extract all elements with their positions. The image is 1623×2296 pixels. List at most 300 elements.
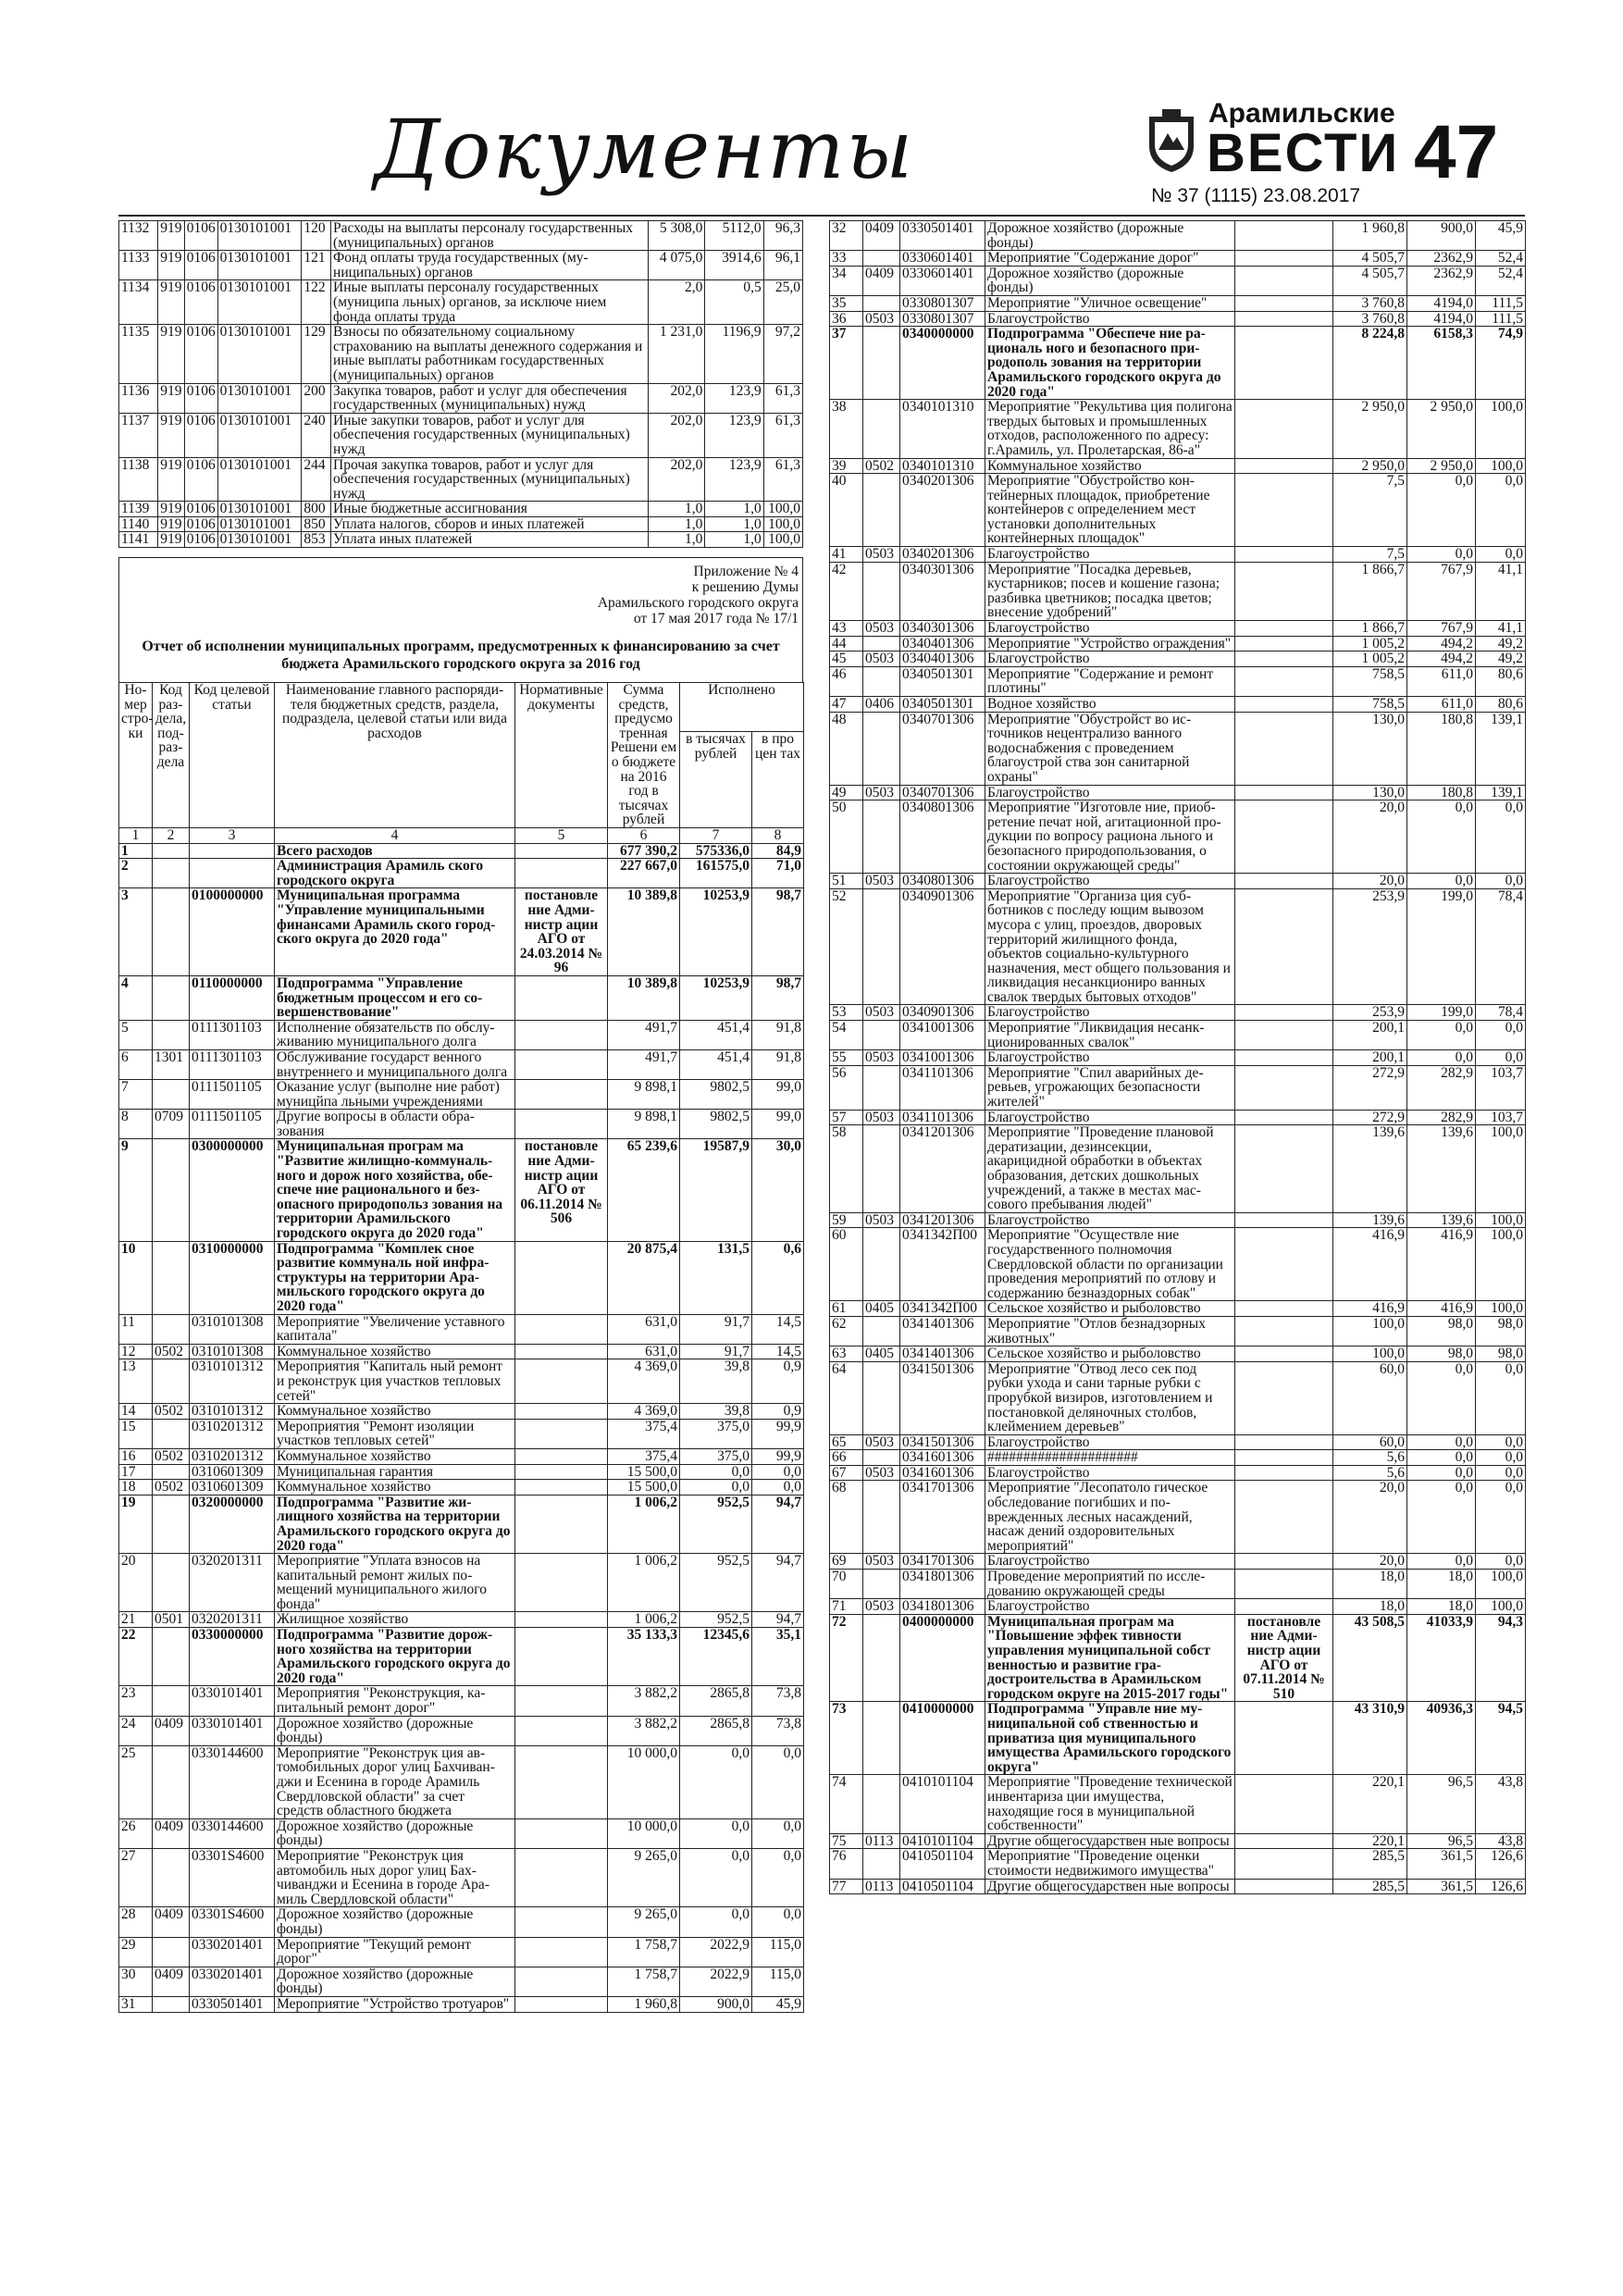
executed-amount: 2 950,0: [1407, 458, 1476, 474]
target-code: 0130101001: [217, 457, 302, 502]
col-number: 2: [153, 828, 190, 844]
target-code: 0330801307: [900, 311, 985, 327]
kind-code: 244: [302, 457, 331, 502]
kind-code: 120: [302, 221, 331, 251]
target-code: 0340801306: [900, 800, 985, 874]
col-header-target: Код целевой статьи: [190, 683, 275, 828]
row-number: 17: [119, 1464, 153, 1480]
section-code: [153, 1848, 190, 1906]
executed-amount: 96,5: [1407, 1775, 1476, 1833]
executed-percent: 52,4: [1476, 266, 1526, 295]
item-name: Дорожное хозяйство (дорожные фонды): [275, 1818, 515, 1848]
item-name: Сельское хозяйство и рыболовство: [985, 1301, 1235, 1317]
section-code: 0503: [863, 785, 900, 800]
normative-doc: [515, 1020, 608, 1049]
executed-amount: 0,0: [1407, 800, 1476, 874]
section-code: [153, 888, 190, 976]
executed-percent: 78,4: [1476, 1005, 1526, 1021]
section-code: 0709: [153, 1110, 190, 1139]
row-number: 76: [830, 1849, 863, 1879]
planned-amount: 2 950,0: [1333, 400, 1407, 458]
item-name: Благоустройство: [985, 1465, 1235, 1481]
executed-percent: 0,0: [1476, 547, 1526, 563]
page-number: 47: [1414, 110, 1499, 194]
target-code: 0341201306: [900, 1125, 985, 1213]
table-row: [830, 547, 1526, 563]
target-code: 0340401306: [900, 636, 985, 652]
item-name: Мероприятие "Уплата взносов на капитальный ремонт жилых помещений муниципального жилого фонда": [275, 1554, 515, 1612]
section-code: [863, 1450, 900, 1466]
table-row: [119, 280, 803, 325]
normative-doc: [1235, 458, 1333, 474]
gr-code: 919: [158, 280, 185, 325]
section-code: [153, 1937, 190, 1967]
table-row: [119, 1907, 804, 1937]
normative-doc: [515, 1110, 608, 1139]
section-code: [153, 1359, 190, 1404]
target-code: [190, 859, 275, 888]
executed-percent: 0,0: [1476, 1434, 1526, 1450]
row-number: 61: [830, 1301, 863, 1317]
section-code: 0503: [863, 547, 900, 563]
target-code: 0341401306: [900, 1347, 985, 1362]
planned-amount: 220,1: [1333, 1833, 1407, 1849]
table-row: [830, 1065, 1526, 1110]
gr-code: 919: [158, 532, 185, 548]
target-code: 0340501301: [900, 697, 985, 713]
executed-amount: 139,6: [1407, 1212, 1476, 1228]
executed-amount: 4194,0: [1407, 311, 1476, 327]
row-number: 13: [119, 1359, 153, 1404]
table-row: [830, 1050, 1526, 1066]
executed-percent: 100,0: [1476, 1301, 1526, 1317]
planned-amount: 9 898,1: [608, 1110, 680, 1139]
col-number: 3: [190, 828, 275, 844]
executed-percent: 14,5: [752, 1344, 804, 1359]
normative-doc: [1235, 1554, 1333, 1570]
executed-percent: 43,8: [1476, 1775, 1526, 1833]
target-code: 0340901306: [900, 888, 985, 1005]
planned-amount: 491,7: [608, 1020, 680, 1049]
planned-amount: 35 133,3: [608, 1628, 680, 1686]
executed-amount: 0,0: [1407, 1021, 1476, 1050]
target-code: 0410501104: [900, 1849, 985, 1879]
row-number: 52: [830, 888, 863, 1005]
executed-percent: 99,9: [752, 1448, 804, 1464]
row-number: 9: [119, 1139, 153, 1241]
executed-amount: 0,0: [1407, 1434, 1476, 1450]
section-code: [153, 1686, 190, 1716]
section-code: 0106: [184, 221, 217, 251]
executed-amount: 0,0: [680, 1745, 752, 1818]
target-code: 0341701306: [900, 1481, 985, 1554]
planned-amount: 758,5: [1333, 666, 1407, 696]
table-row: [830, 1021, 1526, 1050]
planned-amount: 285,5: [1333, 1879, 1407, 1894]
planned-amount: 1,0: [649, 502, 705, 517]
table-row: [830, 1599, 1526, 1615]
executed-amount: 416,9: [1407, 1228, 1476, 1301]
executed-percent: 98,7: [752, 975, 804, 1020]
col-header-executed-pct: в про цен тах: [752, 732, 804, 828]
table-row: [119, 383, 803, 413]
item-name: Мероприятия "Ремонт изоляции участков тепловых сетей": [275, 1419, 515, 1448]
row-number: 36: [830, 311, 863, 327]
target-code: 0310101308: [190, 1314, 275, 1344]
item-name: Коммунальное хозяйство: [275, 1448, 515, 1464]
table-row: [830, 1849, 1526, 1879]
expense-name: Иные бюджетные ассигнования: [331, 502, 649, 517]
executed-amount: 2022,9: [680, 1967, 752, 1996]
normative-doc: [1235, 1879, 1333, 1894]
normative-doc: [1235, 1228, 1333, 1301]
section-code: 0503: [863, 1434, 900, 1450]
row-number: 15: [119, 1419, 153, 1448]
normative-doc: [515, 1628, 608, 1686]
table-row: [119, 1495, 804, 1553]
table-row: [119, 1139, 804, 1241]
logo-small-text: Арамильские: [1208, 98, 1395, 129]
item-name: Мероприятия "Реконструкция, капитальный ремонт дорог": [275, 1686, 515, 1716]
kind-code: 129: [302, 325, 331, 383]
table-row: [830, 636, 1526, 652]
section-code: 0406: [863, 697, 900, 713]
gr-code: 919: [158, 221, 185, 251]
item-name: Администрация Арамиль ского городского округа: [275, 859, 515, 888]
executed-amount: 6158,3: [1407, 327, 1476, 400]
row-number: 65: [830, 1434, 863, 1450]
right-column: [829, 220, 1525, 1894]
table-row: [830, 327, 1526, 400]
item-name: Сельское хозяйство и рыболовство: [985, 1347, 1235, 1362]
row-number: 39: [830, 458, 863, 474]
section-code: 0409: [863, 266, 900, 295]
section-code: [863, 1361, 900, 1434]
section-code: 0503: [863, 311, 900, 327]
section-code: [153, 1464, 190, 1480]
executed-percent: 84,9: [752, 843, 804, 859]
executed-percent: 49,2: [1476, 636, 1526, 652]
planned-amount: 375,4: [608, 1419, 680, 1448]
normative-doc: [1235, 1347, 1333, 1362]
target-code: 0111501105: [190, 1110, 275, 1139]
row-number: 24: [119, 1716, 153, 1745]
executed-percent: 80,6: [1476, 697, 1526, 713]
gr-code: 919: [158, 383, 185, 413]
planned-amount: 7,5: [1333, 547, 1407, 563]
expense-name: Фонд оплаты труда государственных (муниципальных) органов: [331, 251, 649, 280]
section-code: 0502: [153, 1344, 190, 1359]
target-code: 0341101306: [900, 1065, 985, 1110]
table-row: [830, 1879, 1526, 1894]
normative-doc: [1235, 295, 1333, 311]
item-name: Мероприятие "Организа ция субботников с последу ющим вывозом мусора с улиц, проездов, дворовых территорий жилищного фонда, объектов социально-культурного назначения, мест общего пользования и ликвидация несанкциониро ванных свалок твердых бытовых отходов": [985, 888, 1235, 1005]
kind-code: 122: [302, 280, 331, 325]
section-code: 0503: [863, 621, 900, 637]
report-table-head: [119, 683, 804, 844]
table-row: [119, 532, 803, 548]
item-name: Мероприятие "Содержание и ремонт плотины": [985, 666, 1235, 696]
executed-amount: 2 950,0: [1407, 400, 1476, 458]
executed-percent: 100,0: [1476, 1228, 1526, 1301]
executed-amount: 39,8: [680, 1404, 752, 1420]
item-name: Муниципальная програм ма "Повышение эффек тивности управления муниципальной собст венностью и развитие градостроительства в Арамильском городском округе на 2015-2017 годы": [985, 1614, 1235, 1702]
target-code: 0310101312: [190, 1404, 275, 1420]
normative-doc: [515, 1745, 608, 1818]
normative-doc: [1235, 1775, 1333, 1833]
row-number: 42: [830, 562, 863, 620]
item-name: Другие общегосударствен ные вопросы: [985, 1833, 1235, 1849]
col-number: 6: [608, 828, 680, 844]
row-number: 27: [119, 1848, 153, 1906]
executed-amount: 123,9: [705, 383, 763, 413]
section-code: 0106: [184, 383, 217, 413]
row-number: 51: [830, 874, 863, 889]
normative-doc: постановле ние Администр ации АГО от 07.11.2014 № 510: [1235, 1614, 1333, 1702]
executed-amount: 0,0: [680, 1818, 752, 1848]
table-row: [119, 1848, 804, 1906]
row-number: 1133: [119, 251, 158, 280]
row-number: 48: [830, 712, 863, 785]
table-row: [119, 1716, 804, 1745]
appendix-line: Арамильского городского округа: [597, 595, 799, 612]
planned-amount: 60,0: [1333, 1434, 1407, 1450]
row-number: 43: [830, 621, 863, 637]
col-number: 7: [680, 828, 752, 844]
target-code: [190, 843, 275, 859]
executed-percent: 0,0: [1476, 1021, 1526, 1050]
planned-amount: 631,0: [608, 1314, 680, 1344]
row-number: 31: [119, 1996, 153, 2012]
row-number: 22: [119, 1628, 153, 1686]
executed-amount: 91,7: [680, 1344, 752, 1359]
target-code: 0410101104: [900, 1775, 985, 1833]
planned-amount: 491,7: [608, 1049, 680, 1079]
table-row: [830, 666, 1526, 696]
item-name: Мероприятие "Отвод лесо сек под рубки ухода и сани тарные рубки с прорубкой визиров, изготовлением и постановкой деляночных столбов, клеймением деревьев": [985, 1361, 1235, 1434]
executed-percent: 94,3: [1476, 1614, 1526, 1702]
section-code: [863, 251, 900, 267]
executed-amount: 375,0: [680, 1448, 752, 1464]
executed-percent: 100,0: [1476, 1212, 1526, 1228]
executed-amount: 180,8: [1407, 712, 1476, 785]
executed-amount: 3914,6: [705, 251, 763, 280]
section-code: 0503: [863, 1050, 900, 1066]
target-code: 0341501306: [900, 1361, 985, 1434]
executed-percent: 139,1: [1476, 712, 1526, 785]
row-number: 45: [830, 652, 863, 667]
item-name: Другие вопросы в области образования: [275, 1110, 515, 1139]
target-code: 0341001306: [900, 1021, 985, 1050]
col-header-name: Наименование главного распорядителя бюджетных средств, раздела, подраздела, целевой статьи или вида расходов: [275, 683, 515, 828]
normative-doc: [1235, 621, 1333, 637]
item-name: Оказание услуг (выполне ние работ) муницйпа льными учреждениями: [275, 1080, 515, 1110]
target-code: 0340701306: [900, 712, 985, 785]
item-name: Мероприятие "Рекультива ция полигона твердых бытовых и промышленных отходов, расположенного по адресу: г.Арамиль, ул. Пролетарская, 86-а": [985, 400, 1235, 458]
col-header-row-number: Номер строки: [119, 683, 153, 828]
executed-amount: 282,9: [1407, 1110, 1476, 1125]
item-name: Благоустройство: [985, 547, 1235, 563]
item-name: Благоустройство: [985, 652, 1235, 667]
planned-amount: 1 960,8: [608, 1996, 680, 2012]
row-number: 66: [830, 1450, 863, 1466]
kind-code: 200: [302, 383, 331, 413]
row-number: 69: [830, 1554, 863, 1570]
section-code: [153, 1020, 190, 1049]
normative-doc: [1235, 712, 1333, 785]
table-row: [119, 502, 803, 517]
item-name: Подпрограмма "Развитие дорожного хозяйства на территории Арамильского городского округа до 2020 года": [275, 1628, 515, 1686]
target-code: 0341342П00: [900, 1228, 985, 1301]
row-number: 35: [830, 295, 863, 311]
section-code: [863, 1021, 900, 1050]
section-code: 0106: [184, 516, 217, 532]
row-number: 30: [119, 1967, 153, 1996]
planned-amount: 1 005,2: [1333, 636, 1407, 652]
executed-amount: 361,5: [1407, 1849, 1476, 1879]
item-name: Мероприятие "Обустройст во источников нецентрализо ванного водоснабжения с проведением благоустрой ства зон санитарной охраны": [985, 712, 1235, 785]
table-row: [830, 874, 1526, 889]
report-table-right: [829, 220, 1526, 1894]
target-code: 0340101310: [900, 458, 985, 474]
row-number: 6: [119, 1049, 153, 1079]
item-name: Мероприятие "Устройство ограждения": [985, 636, 1235, 652]
executed-percent: 61,3: [763, 457, 802, 502]
table-row: [119, 1359, 804, 1404]
normative-doc: [515, 1344, 608, 1359]
normative-doc: [1235, 221, 1333, 251]
executed-amount: 161575,0: [680, 859, 752, 888]
table-row: [830, 621, 1526, 637]
planned-amount: 139,6: [1333, 1212, 1407, 1228]
section-code: 0503: [863, 1554, 900, 1570]
row-number: 5: [119, 1020, 153, 1049]
planned-amount: 15 500,0: [608, 1464, 680, 1480]
row-number: 20: [119, 1554, 153, 1612]
target-code: 0341501306: [900, 1434, 985, 1450]
col-header-normative: Нормативные документы: [515, 683, 608, 828]
target-code: 0130101001: [217, 383, 302, 413]
target-code: 0330501401: [900, 221, 985, 251]
table-row: [830, 1554, 1526, 1570]
executed-percent: 96,1: [763, 251, 802, 280]
table-row: [830, 1361, 1526, 1434]
normative-doc: [515, 1996, 608, 2012]
planned-amount: 1 758,7: [608, 1937, 680, 1967]
col-header-section: Код раздела, подраздела: [153, 683, 190, 828]
executed-percent: 0,0: [752, 1818, 804, 1848]
table-row: [119, 221, 803, 251]
normative-doc: [515, 1495, 608, 1553]
planned-amount: 4 369,0: [608, 1359, 680, 1404]
section-code: [863, 1125, 900, 1213]
target-code: 0130101001: [217, 325, 302, 383]
executed-percent: 100,0: [1476, 400, 1526, 458]
table-row: [119, 975, 804, 1020]
target-code: 0340301306: [900, 562, 985, 620]
col-header-planned: Сумма средств, предусмо тренная Решени ем о бюджете на 2016 год в тысячах рублей: [608, 683, 680, 828]
normative-doc: [515, 1464, 608, 1480]
normative-doc: [1235, 1212, 1333, 1228]
section-code: [863, 295, 900, 311]
section-code: [863, 888, 900, 1005]
normative-doc: [1235, 1702, 1333, 1775]
left-column: [118, 220, 803, 2013]
target-code: 0330801307: [900, 295, 985, 311]
planned-amount: 2,0: [649, 280, 705, 325]
section-code: [863, 1775, 900, 1833]
executed-amount: 4194,0: [1407, 295, 1476, 311]
item-name: #####################: [985, 1450, 1235, 1466]
executed-percent: 103,7: [1476, 1065, 1526, 1110]
item-name: Мероприятие "Осуществле ние государственного полномочия Свердловской области по организации проведения мероприятий по отлову и содержанию безназдорных собак": [985, 1228, 1235, 1301]
target-code: 0330201401: [190, 1937, 275, 1967]
planned-amount: 253,9: [1333, 888, 1407, 1005]
item-name: Мероприятие "Содержание дорог": [985, 251, 1235, 267]
normative-doc: [1235, 311, 1333, 327]
planned-amount: 1 866,7: [1333, 621, 1407, 637]
planned-amount: 2 950,0: [1333, 458, 1407, 474]
executed-percent: 0,0: [752, 1848, 804, 1906]
planned-amount: 3 760,8: [1333, 295, 1407, 311]
planned-amount: 9 898,1: [608, 1080, 680, 1110]
executed-amount: 98,0: [1407, 1347, 1476, 1362]
executed-amount: 18,0: [1407, 1599, 1476, 1615]
section-code: 0503: [863, 1212, 900, 1228]
executed-amount: 494,2: [1407, 636, 1476, 652]
col-number: 8: [752, 828, 804, 844]
normative-doc: [515, 1049, 608, 1079]
executed-percent: 99,0: [752, 1110, 804, 1139]
executed-percent: 35,1: [752, 1628, 804, 1686]
normative-doc: [1235, 1301, 1333, 1317]
item-name: Коммунальное хозяйство: [275, 1480, 515, 1496]
kind-code: 850: [302, 516, 331, 532]
executed-percent: 91,8: [752, 1049, 804, 1079]
section-code: [863, 1316, 900, 1346]
row-number: 1134: [119, 280, 158, 325]
executed-amount: 451,4: [680, 1049, 752, 1079]
executed-amount: 1,0: [705, 532, 763, 548]
target-code: 0310101312: [190, 1359, 275, 1404]
section-code: [153, 1241, 190, 1314]
executed-amount: 0,0: [1407, 1554, 1476, 1570]
target-code: 0100000000: [190, 888, 275, 976]
item-name: Коммунальное хозяйство: [985, 458, 1235, 474]
item-name: Благоустройство: [985, 621, 1235, 637]
planned-amount: 65 239,6: [608, 1139, 680, 1241]
item-name: Другие общегосударствен ные вопросы: [985, 1879, 1235, 1894]
executed-amount: 1,0: [705, 502, 763, 517]
section-code: 0409: [153, 1716, 190, 1745]
planned-amount: 20,0: [1333, 1554, 1407, 1570]
section-code: [863, 327, 900, 400]
table-row: [119, 888, 804, 976]
normative-doc: [515, 1907, 608, 1937]
row-number: 54: [830, 1021, 863, 1050]
executed-percent: 0,0: [752, 1907, 804, 1937]
planned-amount: 272,9: [1333, 1065, 1407, 1110]
executed-amount: 611,0: [1407, 697, 1476, 713]
executed-percent: 73,8: [752, 1686, 804, 1716]
section-code: [153, 843, 190, 859]
planned-amount: 9 265,0: [608, 1848, 680, 1906]
table-row: [119, 1464, 804, 1480]
section-code: 0106: [184, 502, 217, 517]
planned-amount: 20,0: [1333, 1481, 1407, 1554]
gr-code: 919: [158, 413, 185, 457]
target-code: 0341342П00: [900, 1301, 985, 1317]
